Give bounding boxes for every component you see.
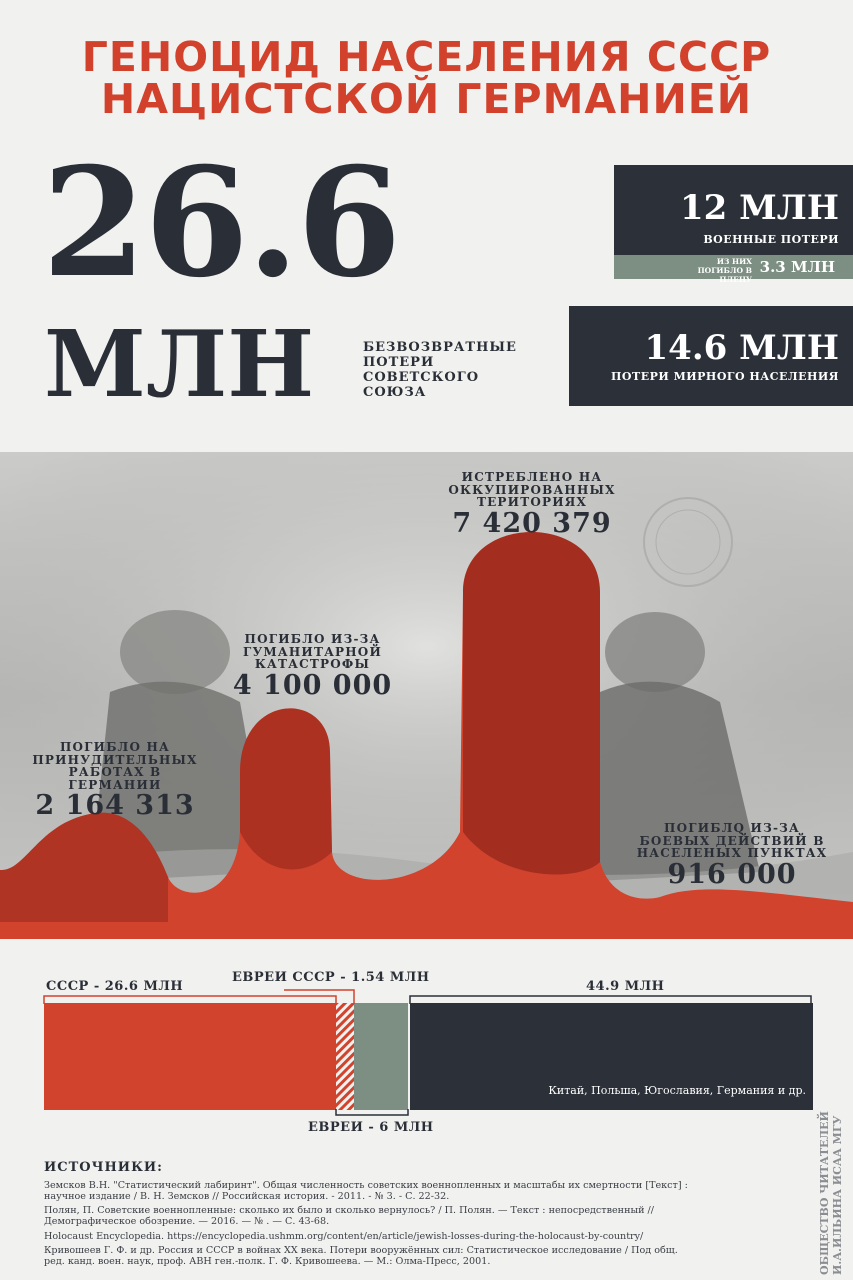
captivity-caption-line: ИЗ НИХ [716,257,752,266]
others-label: 44.9 МЛН [586,979,665,994]
source-line: Демографическое обозрение. — 2016. — № . — С. 43-68. [44,1216,330,1227]
ussr-label: СССР - 26.6 МЛН [46,979,184,994]
jews-bar [354,1003,408,1110]
civilian-losses-box [569,306,853,406]
side-credit-text [818,1050,844,1275]
captivity-box [614,255,853,284]
source-item [44,1245,804,1267]
stat-occupied [432,471,632,539]
helmet-silhouette [605,612,705,692]
source-line: Кривошеев Г. Ф. и др. Россия и СССР в войнах XX века. Потери вооружённых сил: Статистическое исследование / Под общ. [44,1245,678,1256]
source-item [44,1180,804,1202]
title-line-1: ГЕНОЦИД НАСЕЛЕНИЯ СССР [81,33,772,81]
stat-forced-labor [20,741,210,821]
stat-label-line: ПОГИБЛО ИЗ-ЗА [244,632,381,646]
stat-label-line: РАБОТАХ В ГЕРМАНИИ [68,765,162,792]
source-line: Полян, П. Советские военнопленные: сколько их было и сколько вернулось? / П. Полян. — Текст : непосредственный // [44,1205,655,1216]
stat-label-line: ПОГИБЛО НА [59,740,170,754]
total-unit: МЛН [44,310,315,418]
source-line: научное издание / В. Н. Земсков // Российская история. - 2011. - № 3. - С. 22-32. [44,1191,450,1202]
side-credit-line: И.А.ИЛЬИНА ИСАА МГУ [831,1115,844,1275]
total-description [363,340,517,400]
total-desc-line: СОВЕТСКОГО [363,370,480,385]
source-line: ред. канд. воен. наук, проф. АВН ген.-полк. Г. Ф. Кривошеева. — М.: Олма-Пресс, 2001. [44,1256,491,1267]
total-desc-line: СОЮЗА [363,385,427,400]
stat-value: 2 164 313 [35,790,195,821]
source-line: Земсков В.Н. "Статистический лабиринт". Общая численность советских военнопленных и масштабы их смертности [Текст] : [44,1180,688,1191]
stat-value: 916 000 [667,858,797,890]
page-title [0,33,853,123]
captivity-caption-line: ПОГИБЛО В ПЛЕНУ [697,266,752,284]
stat-label-line: ПОГИБЛQ ИЗ-ЗА [664,821,800,835]
total-desc-line: ПОТЕРИ [363,355,435,370]
jews-label: ЕВРЕИ - 6 МЛН [308,1120,434,1135]
military-label: ВОЕННЫЕ ПОТЕРИ [703,233,839,246]
ussr-bar [44,1003,336,1110]
stat-label-line: НАСЕЛЕНЫХ ПУНКТАХ [636,846,828,860]
source-line: Holocaust Encyclopedia. https://encyclopedia.ushmm.org/content/en/article/jewish-losses-during-the-holocaust-by-country/ [44,1231,644,1242]
side-credit [818,1050,850,1275]
stat-value: 4 100 000 [232,669,393,701]
captivity-caption [692,257,752,284]
source-item [44,1205,804,1227]
civilian-label: ПОТЕРИ МИРНОГО НАСЕЛЕНИЯ [611,370,839,383]
civilian-value: 14.6 МЛН [644,328,839,368]
stat-label-line: КАТАСТРОФЫ [254,657,371,671]
stat-label-line: БОЕВЫХ ДЕЙСТВИЙ В [639,833,825,848]
others-caption: Китай, Польша, Югославия, Германия и др. [548,1084,806,1097]
stat-label-line: ОККУПИРОВАННЫХ [448,482,616,497]
stat-combat [632,822,832,890]
sources-title: ИСТОЧНИКИ: [44,1160,163,1175]
stat-label-line: ГУМАНИТАРНОЙ [242,644,382,659]
stat-label-line: ТЕРИТОРИЯХ [476,495,588,509]
stat-value: 7 420 379 [452,507,612,539]
source-item [44,1231,804,1242]
comparison-chart [0,960,853,1135]
helmet-silhouette [120,610,230,694]
total-value: 26.6 [42,135,400,311]
stat-humanitarian [215,633,410,701]
military-losses-box [614,165,853,255]
military-value: 12 МЛН [680,188,839,228]
side-credit-line: ОБЩЕСТВО ЧИТАТЕЛЕЙ [818,1111,831,1275]
jews-ussr-bar [336,1003,354,1110]
title-line-2: НАЦИСТСКОЙ ГЕРМАНИЕЙ [100,75,753,123]
total-desc-line: БЕЗВОЗВРАТНЫЕ [363,340,517,355]
jews-ussr-label: ЕВРЕИ СССР - 1.54 МЛН [232,970,430,985]
stat-label-line: ПРИНУДИТЕЛЬНЫХ [32,752,198,767]
stat-label-line: ИСТРЕБЛЕНО НА [461,470,603,484]
captivity-value: 3.3 МЛН [759,258,835,276]
